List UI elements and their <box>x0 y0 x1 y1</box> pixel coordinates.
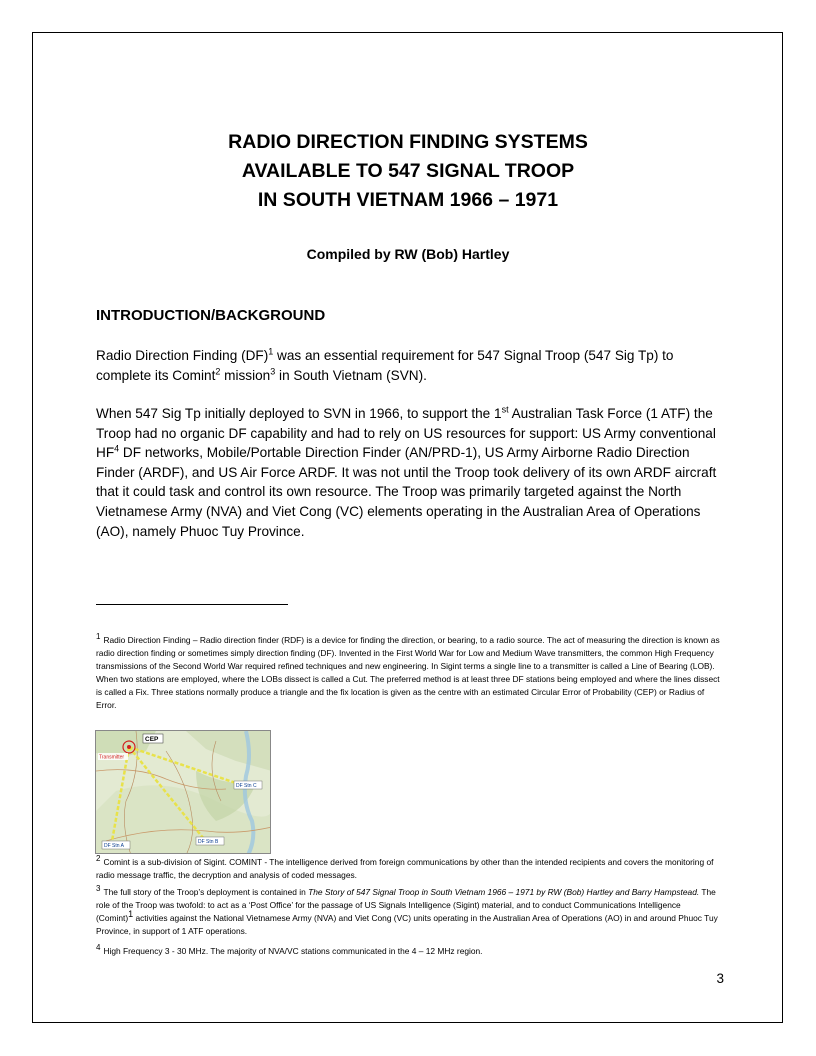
map-station-b-label: DF Stn B <box>198 839 219 845</box>
footnote-1 <box>96 634 720 713</box>
ordinal-suffix: st <box>501 404 509 415</box>
intro-paragraph-1 <box>96 346 720 385</box>
footnote-3-text-c: activities against the National Vietnamese Army (NVA) and Viet Cong (VC) units operating in the Australian Area of Operations (AO) in and around Phuoc Tuy Province, in support of 1 ATF operations. <box>96 913 718 937</box>
p2-text-a: When 547 Sig Tp initially deployed to SVN in 1966, to support the 1 <box>96 406 502 421</box>
p1-text-a: Radio Direction Finding (DF) <box>96 348 269 363</box>
compiled-by: Compiled by RW (Bob) Hartley <box>306 246 510 262</box>
footnote-ref-1[interactable]: 1 <box>268 346 274 357</box>
title-line-2: AVAILABLE TO 547 SIGNAL TROOP <box>241 160 575 182</box>
footnote-1-number: 1 <box>96 632 101 642</box>
title-line-3: IN SOUTH VIETNAM 1966 – 1971 <box>257 189 559 211</box>
footnote-3-text-b: The role of the Troop was twofold: to act as a ‘Post Office’ for the passage of US Signals Intelligence (Sigint) material, and to conduct Communications Intelligence (Comint) <box>96 887 716 924</box>
footnote-2-number: 2 <box>96 854 101 864</box>
footnote-3-superscript: 1 <box>128 909 134 920</box>
p1-text-d: in South Vietnam (SVN). <box>275 367 427 383</box>
footnote-3-book-title: The Story of 547 Signal Troop in South Vietnam 1966 – 1971 by RW (Bob) Hartley and Barry Hampstead. <box>308 887 700 897</box>
map-cep-label: CEP <box>145 736 159 743</box>
footnote-separator <box>96 604 288 605</box>
footnote-4 <box>96 945 720 958</box>
footnote-1-text: Radio Direction Finding – Radio direction finder (RDF) is a device for finding the direction, or bearing, to a radio source. The act of measuring the direction is known as radio direction finding or sometimes simply direction finding (DF). Invented in the First World War for Low and Medium Wave transmitters, the common High Frequency transmissions of the Second World War required refined techniques and new engineering. In Sigint terms a single line to a transmitter is called a Line of Bearing (LOB). When two stations are employed, where the LOBs dissect is called a Cut. The preferred method is at least three DF stations being employed and where the lines dissect is called a Fix. Three stations normally produce a triangle and the fix location is given as the centre with an estimated Circular Error of Probability (CEP) or Radius of Error. <box>96 635 720 711</box>
page-number: 3 <box>716 971 724 986</box>
df-triangulation-map <box>95 730 271 854</box>
p1-text-c: mission <box>220 367 271 383</box>
footnote-ref-2[interactable]: 2 <box>215 366 221 377</box>
p1-text-b: was an essential requirement for 547 Signal Troop (547 Sig Tp) to complete its Comint <box>96 348 674 383</box>
footnote-3-text-a: The full story of the Troop’s deployment is contained in <box>103 887 309 897</box>
map-station-c-label: DF Stn C <box>236 783 257 789</box>
footnote-2 <box>96 856 720 882</box>
footnote-3-number: 3 <box>96 884 101 894</box>
footnote-4-text: High Frequency 3 - 30 MHz. The majority of NVA/VC stations communicated in the 4 – 12 MHz region. <box>103 946 483 956</box>
footnote-3 <box>96 886 720 938</box>
p2-text-b: Australian Task Force (1 ATF) the Troop had no organic DF capability and had to rely on US resources for support: US Army conventional HF <box>96 406 716 461</box>
document-title <box>96 128 720 215</box>
footnote-2-text: Comint is a sub-division of Sigint. COMINT - The intelligence derived from foreign communications by other than the intended recipients and covers the monitoring of radio message traffic, the decryption and analysis of coded messages. <box>96 857 714 881</box>
title-line-1: RADIO DIRECTION FINDING SYSTEMS <box>228 131 588 153</box>
intro-paragraph-2 <box>96 404 720 541</box>
map-graphic <box>96 731 271 854</box>
map-station-a-label: DF Stn A <box>104 843 125 849</box>
map-transmitter-label: Transmitter <box>99 754 125 761</box>
footnote-4-number: 4 <box>96 943 101 953</box>
footnote-ref-4[interactable]: 4 <box>114 443 120 454</box>
section-heading: INTRODUCTION/BACKGROUND <box>96 307 326 324</box>
footnote-ref-3[interactable]: 3 <box>270 366 276 377</box>
p2-text-c: DF networks, Mobile/Portable Direction Finder (AN/PRD-1), US Army Airborne Radio Direction Finder (ARDF), and US Air Force ARDF. It was not until the Troop took delivery of its own ARDF aircraft that it could task and control its own resource. The Troop was primarily targeted against the North Vietnamese Army (NVA) and Viet Cong (VC) elements operating in the Australian Area of Operations (AO), namely Phuoc Tuy Province. <box>96 445 717 539</box>
